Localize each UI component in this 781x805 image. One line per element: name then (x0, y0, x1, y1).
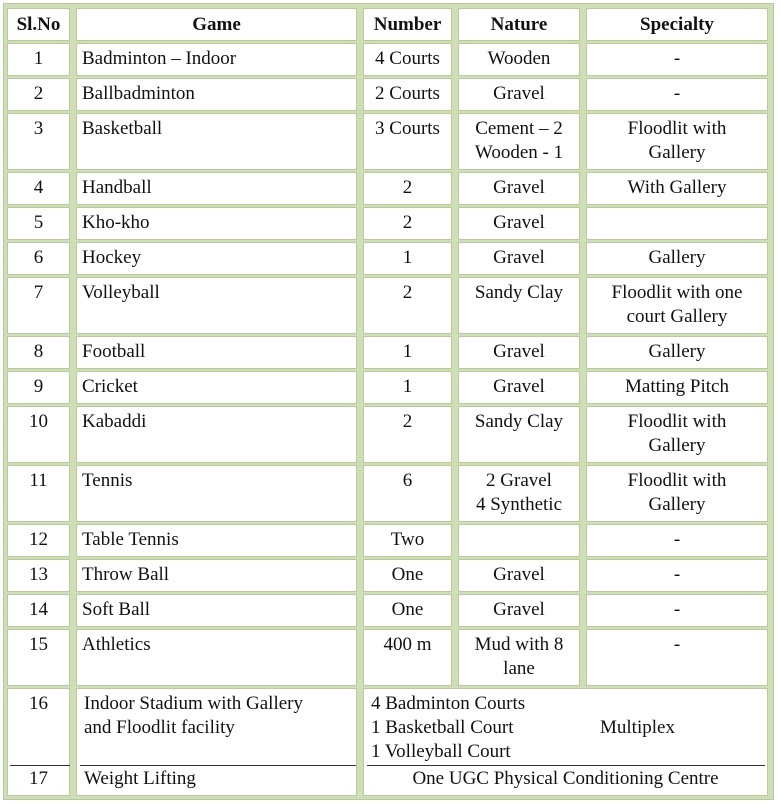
row-7-game: Volleyball (76, 277, 357, 334)
row-17-detail: One UGC Physical Conditioning Centre (412, 768, 719, 789)
row-4-nature: Gravel (458, 172, 580, 205)
row-15-number: 400 m (363, 629, 452, 686)
row-3-game: Basketball (76, 113, 357, 170)
row-16-court-2: 1 Volleyball Court (371, 741, 511, 762)
header-game: Game (76, 8, 357, 41)
row-3-nature: Cement – 2 Wooden - 1 (458, 113, 580, 170)
facilities-table (3, 3, 774, 800)
row-6-slno: 6 (7, 242, 70, 275)
row-10-specialty: Floodlit with Gallery (586, 406, 768, 463)
row-5-slno: 5 (7, 207, 70, 240)
row-6-game: Hockey (76, 242, 357, 275)
row-6-specialty: Gallery (586, 242, 768, 275)
row-7-number: 2 (363, 277, 452, 334)
row-15-game: Athletics (76, 629, 357, 686)
row-9-number: 1 (363, 371, 452, 404)
row-5-nature: Gravel (458, 207, 580, 240)
row-4-game: Handball (76, 172, 357, 205)
row-15-slno: 15 (7, 629, 70, 686)
row-14-specialty: - (586, 594, 768, 627)
row-14-number: One (363, 594, 452, 627)
row-5-game: Kho-kho (76, 207, 357, 240)
row-13-nature: Gravel (458, 559, 580, 592)
row-10-number: 2 (363, 406, 452, 463)
row-7-nature: Sandy Clay (458, 277, 580, 334)
row-12-nature (458, 524, 580, 557)
row-4-slno: 4 (7, 172, 70, 205)
row-17-slno: 17 (29, 768, 48, 789)
row-13-slno: 13 (7, 559, 70, 592)
row-14-game: Soft Ball (76, 594, 357, 627)
row-2-specialty: - (586, 78, 768, 111)
row-16-court-0: 4 Badminton Courts (371, 693, 526, 714)
row-11-specialty: Floodlit with Gallery (586, 465, 768, 522)
row-16-17-divider (367, 765, 765, 766)
row-11-slno: 11 (7, 465, 70, 522)
row-11-game: Tennis (76, 465, 357, 522)
row-3-number: 3 Courts (363, 113, 452, 170)
row-3-specialty: Floodlit with Gallery (586, 113, 768, 170)
row-13-game: Throw Ball (76, 559, 357, 592)
row-8-nature: Gravel (458, 336, 580, 369)
row-10-game: Kabaddi (76, 406, 357, 463)
row-6-nature: Gravel (458, 242, 580, 275)
row-13-specialty: - (586, 559, 768, 592)
row-1-game: Badminton – Indoor (76, 43, 357, 76)
row-13-number: One (363, 559, 452, 592)
row-2-game: Ballbadminton (76, 78, 357, 111)
row-7-slno: 7 (7, 277, 70, 334)
row-8-slno: 8 (7, 336, 70, 369)
row-1-slno: 1 (7, 43, 70, 76)
row-10-slno: 10 (7, 406, 70, 463)
row-15-nature: Mud with 8 lane (458, 629, 580, 686)
row-1-specialty: - (586, 43, 768, 76)
row-5-specialty (586, 207, 768, 240)
row-8-specialty: Gallery (586, 336, 768, 369)
row-4-specialty: With Gallery (586, 172, 768, 205)
row-12-number: Two (363, 524, 452, 557)
row-4-number: 2 (363, 172, 452, 205)
row-8-number: 1 (363, 336, 452, 369)
header-slno: Sl.No (7, 8, 70, 41)
row-11-number: 6 (363, 465, 452, 522)
row-17-game: Weight Lifting (84, 768, 196, 789)
row-12-slno: 12 (7, 524, 70, 557)
row-12-game: Table Tennis (76, 524, 357, 557)
row-1-nature: Wooden (458, 43, 580, 76)
row-12-specialty: - (586, 524, 768, 557)
header-nature: Nature (458, 8, 580, 41)
header-specialty: Specialty (586, 8, 768, 41)
row-2-nature: Gravel (458, 78, 580, 111)
row-14-slno: 14 (7, 594, 70, 627)
row-9-nature: Gravel (458, 371, 580, 404)
row-10-nature: Sandy Clay (458, 406, 580, 463)
row-5-number: 2 (363, 207, 452, 240)
row-9-specialty: Matting Pitch (586, 371, 768, 404)
row-14-nature: Gravel (458, 594, 580, 627)
row-16-17-divider (80, 765, 356, 766)
row-16-multiplex: Multiplex (600, 717, 675, 738)
row-8-game: Football (76, 336, 357, 369)
row-16-slno: 16 (29, 693, 48, 714)
row-9-game: Cricket (76, 371, 357, 404)
row-6-number: 1 (363, 242, 452, 275)
header-number: Number (363, 8, 452, 41)
row-2-slno: 2 (7, 78, 70, 111)
row-1-number: 4 Courts (363, 43, 452, 76)
row-7-specialty: Floodlit with one court Gallery (586, 277, 768, 334)
row-11-nature: 2 Gravel 4 Synthetic (458, 465, 580, 522)
row-16-17-divider (10, 765, 70, 766)
row-9-slno: 9 (7, 371, 70, 404)
row-2-number: 2 Courts (363, 78, 452, 111)
row-16-game: Indoor Stadium with Gallery and Floodlit facility (84, 693, 303, 738)
row-3-slno: 3 (7, 113, 70, 170)
row-16-court-1: 1 Basketball Court (371, 717, 514, 738)
row-15-specialty: - (586, 629, 768, 686)
